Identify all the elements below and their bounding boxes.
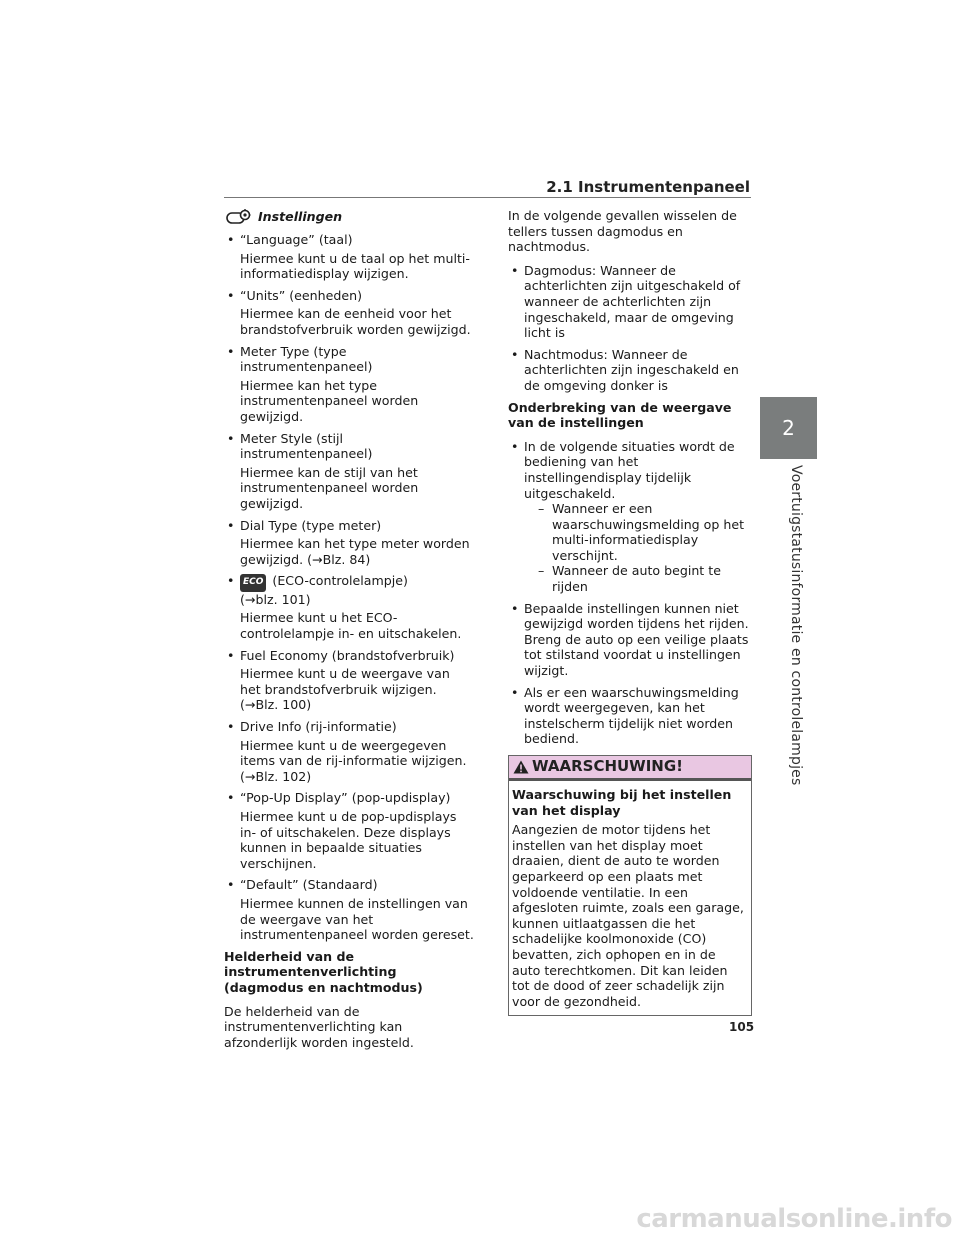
page-number: 105 (729, 1020, 755, 1034)
list-item: • Dial Type (type meter) Hiermee kan het type meter worden gewijzigd. (→Blz. 84) (224, 518, 474, 568)
section-title: 2.1 Instrumentenpaneel (546, 178, 750, 196)
item-title: Meter Type (type instrumentenpaneel) (240, 343, 373, 375)
sub-item: – Wanneer er een waarschuwingsmelding op het multi-informatiedisplay verschijnt. (538, 501, 745, 563)
item-ref: (→blz. 101) (240, 591, 311, 607)
item-desc: Hiermee kan het type instrumentenpaneel worden gewijzigd. (240, 377, 419, 424)
list-item: • In de volgende situaties wordt de bediening van het instellingendisplay tijdelijk uitgeschakeld. – Wanneer er een waarschuwingsmelding op het multi-informatiedisplay verschijnt. – Wanneer de auto begint te rijden (508, 439, 754, 595)
item-text: In de volgende situaties wordt de bediening van het instellingendisplay tijdelijk uitgeschakeld. (524, 438, 735, 501)
item-desc: Hiermee kunt u het ECO-controlelampje in- en uitschakelen. (240, 610, 462, 642)
settings-gear-icon (224, 208, 254, 226)
list-item: • “Units” (eenheden) Hiermee kan de eenheid voor het brandstofverbruik worden gewijzigd. (224, 288, 474, 338)
item-title: Meter Style (stijl instrumentenpaneel) (240, 430, 373, 462)
list-item: • “Default” (Standaard) Hiermee kunnen de instellingen van de weergave van het instrumentenpaneel worden gereset. (227, 877, 474, 943)
intro-text: In de volgende gevallen wisselen de tellers tussen dagmodus en nachtmodus. (508, 208, 737, 255)
item-title: “Language” (taal) (240, 232, 353, 247)
item-title: Dial Type (type meter) (240, 517, 382, 533)
brightness-heading: Helderheid van de instrumentenverlichting (dagmodus en nachtmodus) (224, 948, 423, 995)
item-desc: Hiermee kan het type meter worden gewijzigd. (→Blz. 84) (240, 536, 470, 567)
mode-text: Dagmodus: Wanneer de achterlichten zijn uitgeschakeld of wanneer de achterlichten zijn ingeschakeld, maar de omgeving licht is (524, 262, 741, 341)
list-item: • Meter Type (type instrumentenpaneel) Hiermee kan het type instrumentenpaneel worden gewijzigd. (224, 344, 474, 425)
list-item-eco: • ECO (ECO-controlelampje) (→blz. 101) Hiermee kunt u het ECO-controlelampje in- en uitschakelen. (224, 573, 474, 641)
chapter-label: Voertuigstatusinformatie en controlelampjes (788, 465, 804, 786)
warning-text: Aangezien de motor tijdens het instellen van het display moet draaien, dient de auto te worden geparkeerd op een plaats met voldoende ventilatie. In een afgesloten ruimte, zoals een garage, kunnen uitlaatgassen die het schadelijke koolmonoxide (CO) bevatten, zich ophopen en in de auto terechtkomen. Dit kan leiden tot de dood of zeer schadelijk zijn voor de gezondheid. (512, 822, 744, 1009)
warning-title: Waarschuwing bij het instellen van het display (512, 787, 732, 818)
item-ref: (→Blz. 100) (240, 697, 312, 713)
brightness-text: De helderheid van de instrumentenverlichting kan afzonderlijk worden ingesteld. (224, 1003, 414, 1050)
right-column (508, 208, 754, 1016)
warning-triangle-icon (513, 760, 529, 774)
item-title: “Pop-Up Display” (pop-updisplay) (240, 790, 451, 806)
item-desc: Hiermee kunnen de instellingen van de weergave van het instrumentenpaneel worden gereset. (240, 895, 474, 943)
item-title: Fuel Economy (brandstofverbruik) (240, 647, 455, 663)
item-text: Bepaalde instellingen kunnen niet gewijzigd worden tijdens het rijden. Breng de auto op een veilige plaats tot stilstand voordat u instellingen wijzigt. (524, 600, 749, 679)
item-title: “Default” (Standaard) (240, 877, 378, 893)
list-item: • Bepaalde instellingen kunnen niet gewijzigd worden tijdens het rijden. Breng de auto op een veilige plaats tot stilstand voordat u instellingen wijzigt. (508, 601, 754, 679)
settings-heading-text: Instellingen (258, 209, 343, 225)
sub-item: – Wanneer de auto begint te rijden (538, 563, 721, 595)
list-item: • “Pop-Up Display” (pop-updisplay) Hiermee kunt u de pop-updisplays in- of uitschakelen. Deze displays kunnen in bepaalde situaties verschijnen. (224, 790, 474, 871)
list-item: • Drive Info (rij-informatie) Hiermee kunt u de weergegeven items van de rij-informatie wijzigen. (→Blz. 102) (224, 719, 474, 784)
list-item: • Meter Style (stijl instrumentenpaneel) Hiermee kan de stijl van het instrumentenpaneel worden gewijzigd. (224, 431, 474, 512)
item-desc: Hiermee kunt u de taal op het multi-informatiedisplay wijzigen. (240, 250, 470, 282)
item-desc: Hiermee kunt u de pop-updisplays in- of uitschakelen. Deze displays kunnen in bepaalde situaties verschijnen. (240, 809, 457, 871)
warning-box (508, 755, 752, 1016)
item-desc: Hiermee kan de stijl van het instrumentenpaneel worden gewijzigd. (240, 464, 419, 511)
mode-text: Nachtmodus: Wanneer de achterlichten zijn ingeschakeld en de omgeving donker is (524, 346, 739, 393)
warning-header (509, 756, 751, 781)
item-ref: (→Blz. 102) (240, 768, 312, 784)
list-item: • “Language” (taal) Hiermee kunt u de taal op het multi-informatiedisplay wijzigen. (224, 232, 474, 282)
item-title: (ECO-controlelampje) (272, 573, 408, 589)
list-item: • Dagmodus: Wanneer de achterlichten zijn uitgeschakeld of wanneer de achterlichten zijn ingeschakeld, maar de omgeving licht is (508, 263, 754, 341)
warning-body (509, 781, 751, 1015)
list-item: • Als er een waarschuwingsmelding wordt weergegeven, kan het instelscherm tijdelijk niet worden bediend. (508, 685, 754, 747)
watermark: carmanualsonline.info (636, 1204, 952, 1234)
list-item: • Fuel Economy (brandstofverbruik) Hiermee kunt u de weergave van het brandstofverbruik wijzigen. (→Blz. 100) (224, 648, 474, 713)
sub-item-text: Wanneer de auto begint te rijden (552, 563, 721, 595)
warning-label: WAARSCHUWING! (532, 757, 684, 776)
list-item: • Nachtmodus: Wanneer de achterlichten zijn ingeschakeld en de omgeving donker is (508, 347, 754, 394)
left-column (224, 208, 474, 1058)
chapter-tab: 2 (760, 397, 817, 459)
item-desc: Hiermee kunt u de weergave van het brandstofverbruik wijzigen. (240, 666, 450, 697)
item-title: Drive Info (rij-informatie) (240, 719, 397, 735)
eco-indicator-icon: ECO (240, 574, 266, 592)
header-divider (224, 197, 751, 198)
settings-heading (224, 208, 474, 226)
sub-item-text: Wanneer er een waarschuwingsmelding op het multi-informatiedisplay verschijnt. (552, 501, 745, 563)
item-desc: Hiermee kan de eenheid voor het brandstofverbruik worden gewijzigd. (240, 306, 471, 337)
interrupt-heading: Onderbreking van de weergave van de instellingen (508, 399, 732, 431)
item-text: Als er een waarschuwingsmelding wordt weergegeven, kan het instelscherm tijdelijk niet worden bediend. (524, 684, 739, 747)
item-desc: Hiermee kunt u de weergegeven items van de rij-informatie wijzigen. (240, 737, 467, 769)
item-title: “Units” (eenheden) (240, 287, 363, 303)
